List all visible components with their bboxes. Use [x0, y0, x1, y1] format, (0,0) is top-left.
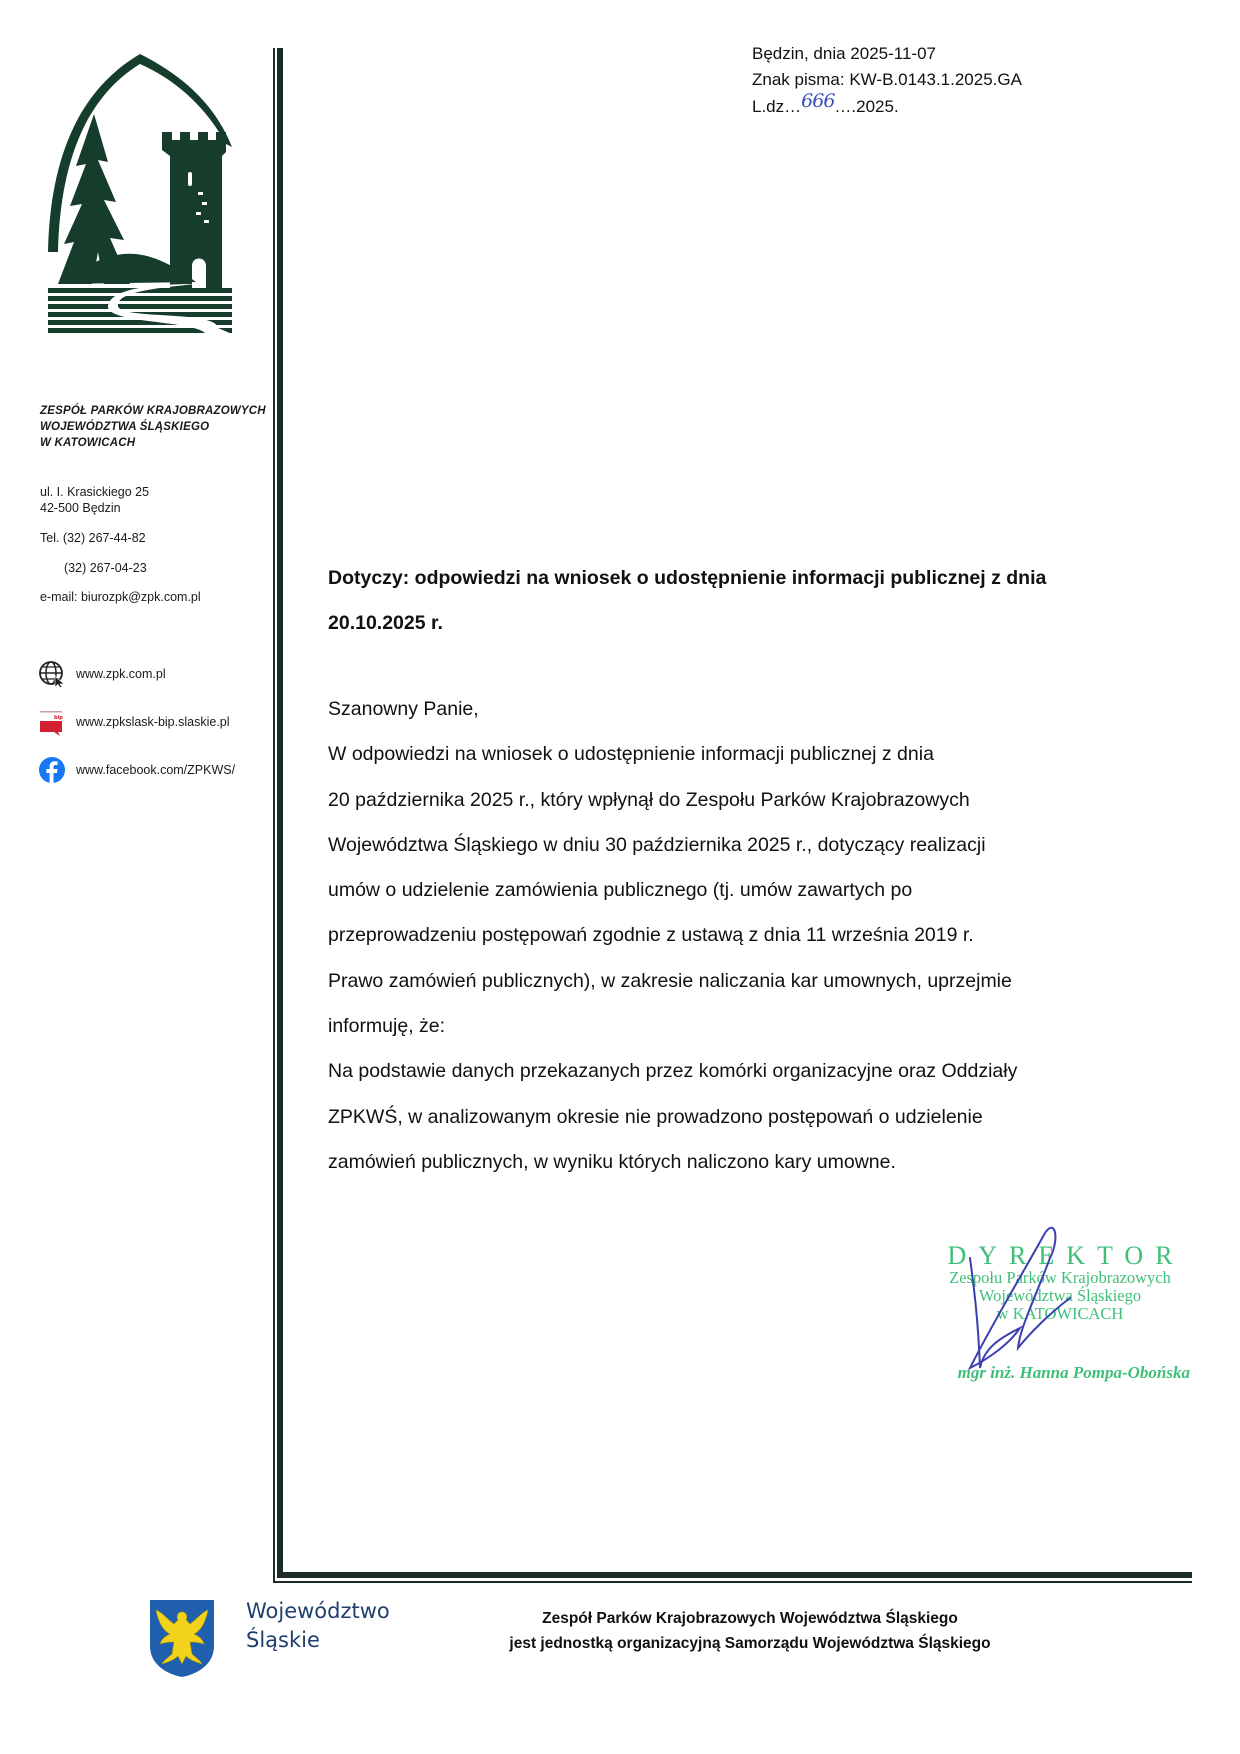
body-line: Na podstawie danych przekazanych przez komórki organizacyjne oraz Oddziały — [328, 1060, 1018, 1083]
bip-link[interactable]: www.zpkslask-bip.slaskie.pl — [76, 715, 230, 729]
email-address[interactable]: e-mail: biurozpk@zpk.com.pl — [40, 590, 201, 604]
letter-header — [752, 41, 1022, 120]
body-line: 20 października 2025 r., który wpłynął do Zespołu Parków Krajobrazowych — [328, 788, 970, 811]
letter-body — [328, 687, 1158, 1185]
stamp-line: Województwa Śląskiego — [978, 1286, 1142, 1305]
region-line: Województwo — [246, 1599, 390, 1623]
frame-horizontal-rule — [277, 1572, 1192, 1578]
ldz-handwritten-number: 666 — [801, 90, 835, 112]
body-line: przeprowadzeniu postępowań zgodnie z ustawą z dnia 11 września 2019 r. — [328, 924, 974, 947]
website-link[interactable]: www.zpk.com.pl — [76, 667, 166, 681]
salutation: Szanowny Panie, — [328, 698, 479, 720]
stamp-line: Zespołu Parków Krajobrazowych — [949, 1268, 1171, 1287]
facebook-link[interactable]: www.facebook.com/ZPKWS/ — [76, 763, 236, 777]
frame-vertical-rule-thin — [273, 48, 275, 1582]
organization-name — [40, 403, 266, 451]
ldz-dots: … — [784, 97, 802, 116]
bip-icon — [38, 708, 66, 736]
letter-subject — [328, 556, 1158, 646]
ldz-year: ….2025. — [834, 97, 899, 116]
org-name-line: ZESPÓŁ PARKÓW KRAJOBRAZOWYCH — [40, 405, 266, 417]
registry-number — [752, 90, 1022, 120]
body-line: W odpowiedzi na wniosek o udostępnienie informacji publicznej z dnia — [328, 743, 934, 766]
place-date: Będzin, dnia 2025-11-07 — [752, 44, 936, 63]
footer-note — [450, 1606, 1050, 1656]
address-city: 42-500 Będzin — [40, 501, 121, 515]
footer-line: jest jednostką organizacyjną Samorządu Województwa Śląskiego — [509, 1635, 991, 1652]
region-line: Śląskie — [246, 1628, 320, 1652]
reference-number — [752, 67, 1022, 93]
org-name-line: WOJEWÓDZTWA ŚLĄSKIEGO — [40, 421, 210, 433]
body-line: Prawo zamówień publicznych), w zakresie naliczania kar umownych, uprzejmie — [328, 969, 1012, 992]
stamp-title: DYREKTOR — [947, 1241, 1185, 1270]
globe-icon — [38, 660, 66, 688]
body-line: zamówień publicznych, w wyniku których naliczono kary umowne. — [328, 1150, 896, 1173]
phone-1: Tel. (32) 267-44-82 — [40, 531, 146, 545]
reference-value: KW-B.0143.1.2025.GA — [849, 70, 1022, 89]
address-street: ul. I. Krasickiego 25 — [40, 485, 150, 499]
frame-horizontal-rule-thin — [273, 1581, 1192, 1583]
subject-line: Dotyczy: odpowiedzi na wniosek o udostępnienie informacji publicznej z dnia — [328, 567, 1047, 589]
bip-link-row[interactable] — [38, 708, 230, 736]
phone-2: (32) 267-04-23 — [64, 561, 147, 575]
stamp-line: w KATOWICACH — [996, 1304, 1124, 1323]
facebook-icon — [38, 756, 66, 784]
reference-label: Znak pisma: — [752, 70, 845, 89]
body-line: Województwa Śląskiego w dniu 30 października 2025 r., dotyczący realizacji — [328, 833, 986, 856]
frame-vertical-rule — [277, 48, 283, 1578]
ldz-prefix: L.dz — [752, 97, 785, 116]
body-line: umów o udzielenie zamówienia publicznego (tj. umów zawartych po — [328, 879, 913, 902]
region-name — [246, 1597, 390, 1655]
zpk-logo-icon — [46, 52, 234, 335]
website-link-row[interactable] — [38, 660, 166, 688]
svg-text:bip: bip — [54, 715, 63, 721]
silesia-coat-of-arms-icon — [148, 1598, 216, 1678]
footer-line: Zespół Parków Krajobrazowych Województwa Śląskiego — [542, 1610, 958, 1627]
subject-line: 20.10.2025 r. — [328, 612, 443, 634]
body-line: ZPKWŚ, w analizowanym okresie nie prowadzono postępowań o udzielenie — [328, 1105, 983, 1128]
handwritten-signature — [960, 1218, 1080, 1378]
body-line: informuję, że: — [328, 1015, 446, 1038]
address — [40, 484, 149, 516]
facebook-link-row[interactable] — [38, 756, 235, 784]
org-name-line: W KATOWICACH — [40, 437, 136, 449]
signatory-name: mgr inż. Hanna Pompa-Obońska — [957, 1363, 1190, 1382]
